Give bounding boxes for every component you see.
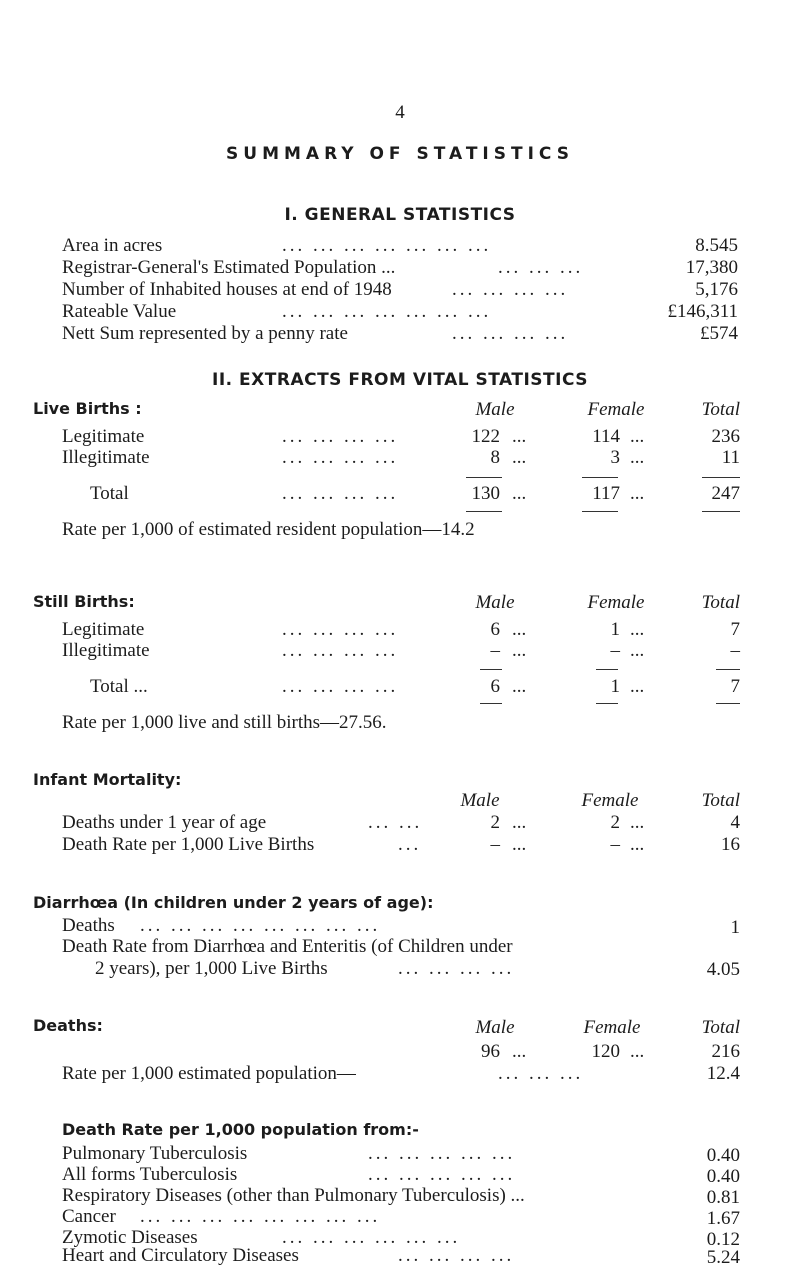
total-row-label: Total — [90, 483, 129, 504]
row-label: Death Rate per 1,000 Live Births — [62, 834, 315, 855]
sum-rule — [596, 703, 618, 704]
leader-dots: ... ... ... ... ... ... ... — [282, 301, 492, 322]
cause-rate: 0.12 — [706, 1229, 740, 1250]
separator-dots: ... — [630, 1041, 645, 1062]
male-value: 8 — [490, 447, 500, 468]
col-male: Male — [475, 399, 515, 420]
leader-dots: ... ... ... ... — [282, 483, 399, 504]
male-value: – — [490, 834, 500, 855]
leader-dots: ... ... — [368, 812, 423, 833]
rate-text-line-2: 2 years), per 1,000 Live Births — [95, 958, 328, 979]
col-male: Male — [460, 790, 500, 811]
col-female: Female — [581, 790, 639, 811]
cause-rate: 0.40 — [706, 1145, 740, 1166]
general-row-value: 8.545 — [695, 235, 738, 256]
male-value: 122 — [471, 426, 500, 447]
female-value: 1 — [610, 676, 620, 697]
sum-rule — [716, 669, 740, 670]
sum-rule — [582, 477, 618, 478]
total-value: 4 — [730, 812, 740, 833]
separator-dots: ... — [512, 1041, 527, 1062]
live-births-heading: Live Births : — [33, 399, 142, 418]
total-row-label: Total ... — [90, 676, 148, 697]
male-value: – — [490, 640, 500, 661]
separator-dots: ... — [512, 834, 527, 855]
diarrhoea-heading: Diarrhœa (In children under 2 years of age): — [33, 893, 434, 912]
separator-dots: ... — [630, 640, 645, 661]
leader-dots: ... ... ... ... — [452, 279, 569, 300]
leader-dots: ... ... ... ... — [282, 640, 399, 661]
separator-dots: ... — [512, 676, 527, 697]
page-number: 4 — [395, 102, 405, 123]
sum-rule — [716, 703, 740, 704]
cause-rate: 0.81 — [706, 1187, 740, 1208]
deaths-value: 1 — [730, 917, 740, 938]
leader-dots: ... ... ... ... ... ... ... — [282, 235, 492, 256]
col-male: Male — [475, 1017, 515, 1038]
deaths-heading: Deaths: — [33, 1016, 103, 1035]
separator-dots: ... — [512, 619, 527, 640]
row-label: Illegitimate — [62, 447, 150, 468]
general-row-label: Rateable Value — [62, 301, 177, 322]
separator-dots: ... — [512, 812, 527, 833]
male-value: 2 — [490, 812, 500, 833]
sum-rule — [582, 511, 618, 512]
sum-rule — [480, 669, 502, 670]
col-male: Male — [475, 592, 515, 613]
leader-dots: ... ... ... ... ... — [368, 1164, 516, 1185]
separator-dots: ... — [512, 426, 527, 447]
female-value: 117 — [592, 483, 620, 504]
sum-rule — [596, 669, 618, 670]
leader-dots: ... ... ... ... — [282, 447, 399, 468]
leader-dots: ... ... ... ... ... — [368, 1143, 516, 1164]
separator-dots: ... — [630, 812, 645, 833]
cause-label: Heart and Circulatory Diseases — [62, 1245, 299, 1266]
general-row-label: Registrar-General's Estimated Population ... — [62, 257, 396, 278]
rate-text-line-1: Death Rate from Diarrhœa and Enteritis (of Children under — [62, 936, 513, 957]
female-value: – — [610, 834, 620, 855]
sum-rule — [466, 511, 502, 512]
general-row-value: £146,311 — [667, 301, 738, 322]
col-total: Total — [701, 592, 740, 613]
death-rates-heading: Death Rate per 1,000 population from:- — [62, 1120, 419, 1139]
live-birth-rate: Rate per 1,000 of estimated resident population—14.2 — [62, 519, 475, 540]
female-value: 114 — [592, 426, 620, 447]
leader-dots: ... ... ... ... — [282, 426, 399, 447]
leader-dots: ... ... ... — [498, 257, 584, 278]
total-value: 7 — [730, 676, 740, 697]
female-value: 120 — [591, 1041, 620, 1062]
leader-dots: ... ... ... ... ... ... ... ... — [140, 915, 381, 936]
row-label: Deaths under 1 year of age — [62, 812, 267, 833]
total-value: 247 — [711, 483, 740, 504]
still-births-heading: Still Births: — [33, 592, 135, 611]
cause-rate: 0.40 — [706, 1166, 740, 1187]
separator-dots: ... — [630, 834, 645, 855]
total-value: – — [730, 640, 740, 661]
male-value: 130 — [471, 483, 500, 504]
row-label: Legitimate — [62, 619, 145, 640]
leader-dots: ... ... ... ... ... ... ... ... — [140, 1206, 381, 1227]
death-rate-label: Rate per 1,000 estimated population— — [62, 1063, 356, 1084]
general-row-label: Number of Inhabited houses at end of 1948 — [62, 279, 392, 300]
male-value: 6 — [490, 676, 500, 697]
general-row-value: 17,380 — [685, 257, 738, 278]
separator-dots: ... — [630, 619, 645, 640]
row-label: Illegitimate — [62, 640, 150, 661]
cause-label: Pulmonary Tuberculosis — [62, 1143, 248, 1164]
total-value: 216 — [711, 1041, 740, 1062]
cause-rate: 5.24 — [706, 1247, 740, 1268]
deaths-label: Deaths — [62, 915, 115, 936]
general-row-value: £574 — [700, 323, 738, 344]
total-value: 236 — [711, 426, 740, 447]
leader-dots: ... ... ... ... — [452, 323, 569, 344]
female-value: 2 — [610, 812, 620, 833]
general-row-label: Area in acres — [62, 235, 163, 256]
total-value: 16 — [721, 834, 740, 855]
infant-mortality-heading: Infant Mortality: — [33, 770, 182, 789]
separator-dots: ... — [512, 483, 527, 504]
col-total: Total — [701, 399, 740, 420]
cause-label: Respiratory Diseases (other than Pulmonary Tuberculosis) ... — [62, 1185, 525, 1206]
still-birth-rate: Rate per 1,000 live and still births—27.56. — [62, 712, 387, 733]
female-value: 1 — [610, 619, 620, 640]
total-value: 7 — [730, 619, 740, 640]
general-statistics-heading: I. GENERAL STATISTICS — [284, 205, 516, 225]
female-value: 3 — [610, 447, 620, 468]
cause-label: Zymotic Diseases — [62, 1227, 198, 1248]
total-value: 11 — [721, 447, 740, 468]
sum-rule — [702, 477, 740, 478]
leader-dots: ... ... ... ... — [398, 958, 515, 979]
cause-label: All forms Tuberculosis — [62, 1164, 238, 1185]
male-value: 6 — [490, 619, 500, 640]
col-female: Female — [583, 1017, 641, 1038]
row-label: Legitimate — [62, 426, 145, 447]
sum-rule — [480, 703, 502, 704]
leader-dots: ... — [398, 834, 422, 855]
male-value: 96 — [481, 1041, 500, 1062]
page-title: SUMMARY OF STATISTICS — [226, 144, 574, 164]
cause-label: Cancer — [62, 1206, 116, 1227]
vital-statistics-heading: II. EXTRACTS FROM VITAL STATISTICS — [212, 370, 588, 390]
col-total: Total — [701, 1017, 740, 1038]
rate-value: 4.05 — [706, 959, 740, 980]
col-female: Female — [587, 399, 645, 420]
leader-dots: ... ... ... ... — [282, 676, 399, 697]
col-female: Female — [587, 592, 645, 613]
cause-rate: 1.67 — [706, 1208, 740, 1229]
death-rate-value: 12.4 — [706, 1063, 740, 1084]
leader-dots: ... ... ... ... ... ... — [282, 1227, 461, 1248]
col-total: Total — [701, 790, 740, 811]
separator-dots: ... — [512, 447, 527, 468]
leader-dots: ... ... ... ... — [282, 619, 399, 640]
separator-dots: ... — [630, 676, 645, 697]
sum-rule — [702, 511, 740, 512]
general-row-value: 5,176 — [695, 279, 738, 300]
leader-dots: ... ... ... ... — [398, 1245, 515, 1266]
separator-dots: ... — [512, 640, 527, 661]
general-row-label: Nett Sum represented by a penny rate — [62, 323, 348, 344]
sum-rule — [466, 477, 502, 478]
separator-dots: ... — [630, 426, 645, 447]
separator-dots: ... — [630, 483, 645, 504]
separator-dots: ... — [630, 447, 645, 468]
leader-dots: ... ... ... — [498, 1063, 584, 1084]
female-value: – — [610, 640, 620, 661]
